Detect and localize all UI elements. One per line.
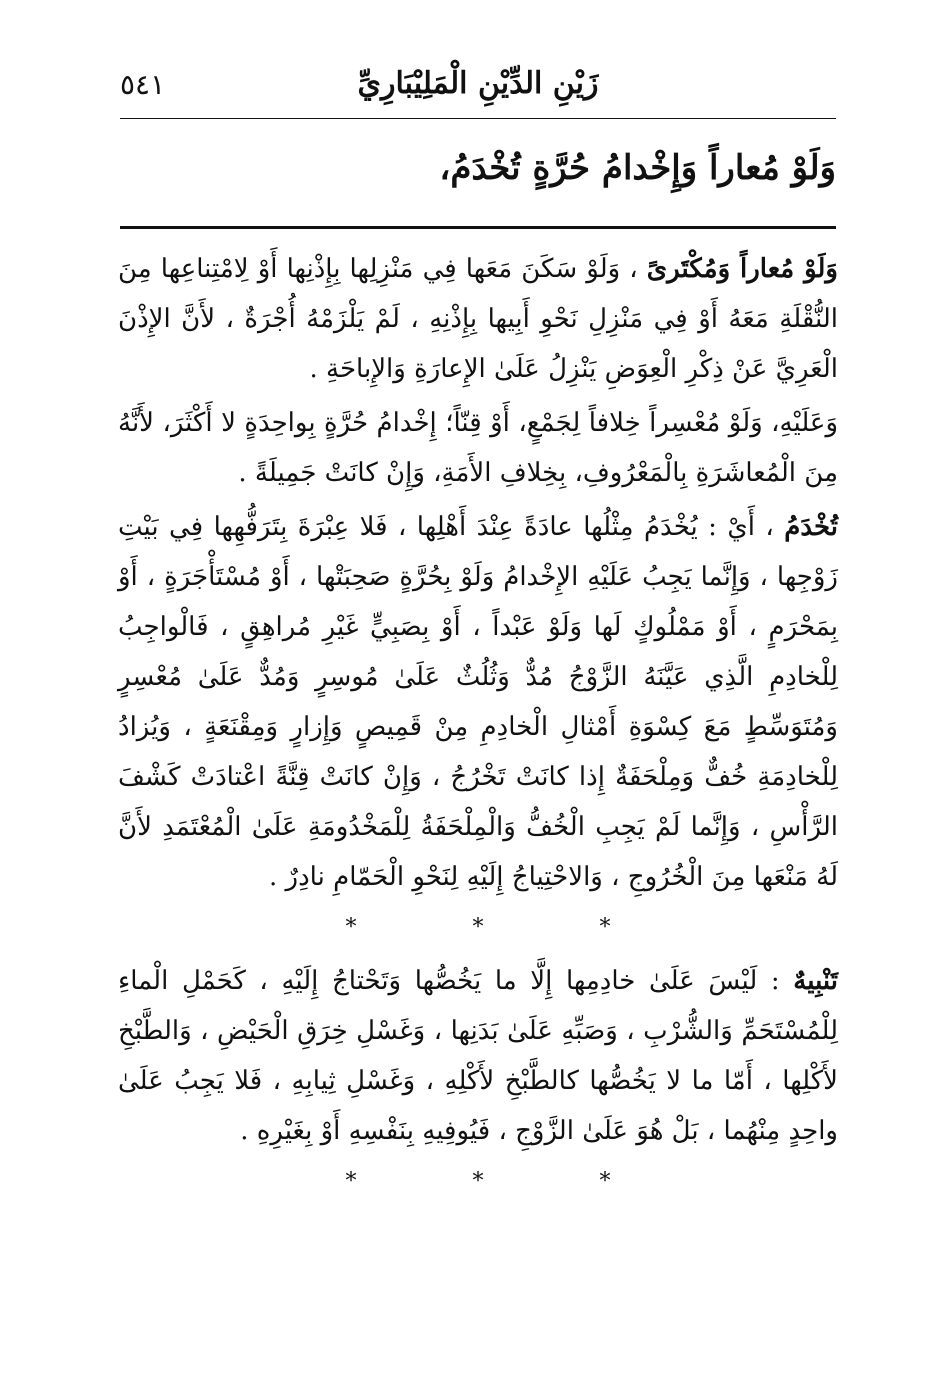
matn-text: وَلَوْ مُعاراً وَإِخْدامُ حُرَّةٍ تُخْدَمُ، [439,148,836,188]
page-header [120,62,836,119]
commentary-paragraph-2 [118,398,838,498]
tanbih-lead: تَنْبِيهٌ [793,966,838,996]
section-divider-stars [118,1160,838,1204]
star-ornament: * [345,1169,357,1194]
star-ornament: * [345,915,357,940]
commentary-paragraph-3 [118,502,838,902]
paragraph-text: وَعَلَيْهِ، وَلَوْ مُعْسِراً خِلافاً لِجَمْعٍ، أَوْ قِنّاً؛ إِخْدامُ حُرَّةٍ بِواحِدَةٍ لا أَكْثَرَ، لأَنَّهُ مِنَ الْمُعاشَرَةِ بِالْمَعْرُوفِ، بِخِلافِ الأَمَةِ، وَإِنْ كانَتْ جَمِيلَةً . [118,408,838,488]
star-ornament: * [472,915,484,940]
commentary-body [118,244,838,1210]
page-number: ٥٤١ [120,68,166,101]
section-divider-stars [118,906,838,950]
tanbih-paragraph [118,956,838,1156]
paragraph-lead: وَلَوْ مُعاراً وَمُكْتَرىً [646,254,838,284]
separator-rule [120,226,836,229]
running-title: زَيْنِ الدِّيْنِ الْمَلِيْبَارِيِّ [357,66,599,101]
star-ornament: * [599,1169,611,1194]
paragraph-text: ، وَلَوْ سَكَنَ مَعَها فِي مَنْزِلِها بِإِذْنِها أَوْ لِامْتِناعِها مِنَ النُّقْلَةِ مَعَهُ أَوْ فِي مَنْزِلِ نَحْوِ أَبِيها بِإِذْنِهِ ، لَمْ يَلْزَمْهُ أُجْرَةٌ ، لأَنَّ الإِذْنَ الْعَرِيَّ عَنْ ذِكْرِ الْعِوَضِ يَنْزِلُ عَلَىٰ الإِعارَةِ وَالإِباحَةِ . [118,254,838,384]
commentary-paragraph-1 [118,244,838,394]
star-ornament: * [599,915,611,940]
star-ornament: * [472,1169,484,1194]
tanbih-text: : لَيْسَ عَلَىٰ خادِمِها إِلَّا ما يَخُصُّها وَتَحْتاجُ إِلَيْهِ ، كَحَمْلِ الْماءِ لِلْمُسْتَحَمِّ وَالشُّرْبِ ، وَصَبِّهِ عَلَىٰ بَدَنِها ، وَغَسْلِ خِرَقِ الْحَيْضِ ، وَالطَّبْخِ لأَكْلِها ، أَمّا ما لا يَخُصُّها كالطَّبْخِ لأَكْلِهِ ، وَغَسْلِ ثِيابِهِ ، فَلا يَجِبُ عَلَىٰ واحِدٍ مِنْهُما ، بَلْ هُوَ عَلَىٰ الزَّوْجِ ، فَيُوفِيهِ بِنَفْسِهِ أَوْ بِغَيْرِهِ . [118,966,838,1146]
paragraph-text: ، أَيْ : يُخْدَمُ مِثْلُها عادَةً عِنْدَ أَهْلِها ، فَلا عِبْرَةَ بِتَرَفُّهِها فِي بَيْتِ زَوْجِها ، وَإِنَّما يَجِبُ عَلَيْهِ الإِخْدامُ وَلَوْ بِحُرَّةٍ صَحِبَتْها ، أَوْ مُسْتَأْجَرَةٍ ، أَوْ بِمَحْرَمٍ ، أَوْ مَمْلُوكٍ لَها وَلَوْ عَبْداً ، أَوْ بِصَبِيٍّ غَيْرِ مُراهِقٍ ، فَالْواجِبُ لِلْخادِمِ الَّذِي عَيَّنَهُ الزَّوْجُ مُدٌّ وَثُلُثٌ عَلَىٰ مُوسِرٍ وَمُدٌّ عَلَىٰ مُعْسِرٍ وَمُتَوَسِّطٍ مَعَ كِسْوَةِ أَمْثالِ الْخادِمِ مِنْ قَمِيصٍ وَإِزارٍ وَمِقْنَعَةٍ ، وَيُزادُ لِلْخادِمَةِ خُفٌّ وَمِلْحَفَةٌ إِذا كانَتْ تَخْرُجُ ، وَإِنْ كانَتْ قِنَّةً اعْتادَتْ كَشْفَ الرَّأْسِ ، وَإِنَّما لَمْ يَجِبِ الْخُفُّ وَالْمِلْحَفَةُ لِلْمَخْدُومَةِ عَلَىٰ الْمُعْتَمَدِ لأَنَّ لَهُ مَنْعَها مِنَ الْخُرُوجِ ، وَالاحْتِياجُ إِلَيْهِ لِنَحْوِ الْحَمّامِ نادِرٌ . [118,512,838,892]
paragraph-lead: تُخْدَمُ [784,512,838,542]
